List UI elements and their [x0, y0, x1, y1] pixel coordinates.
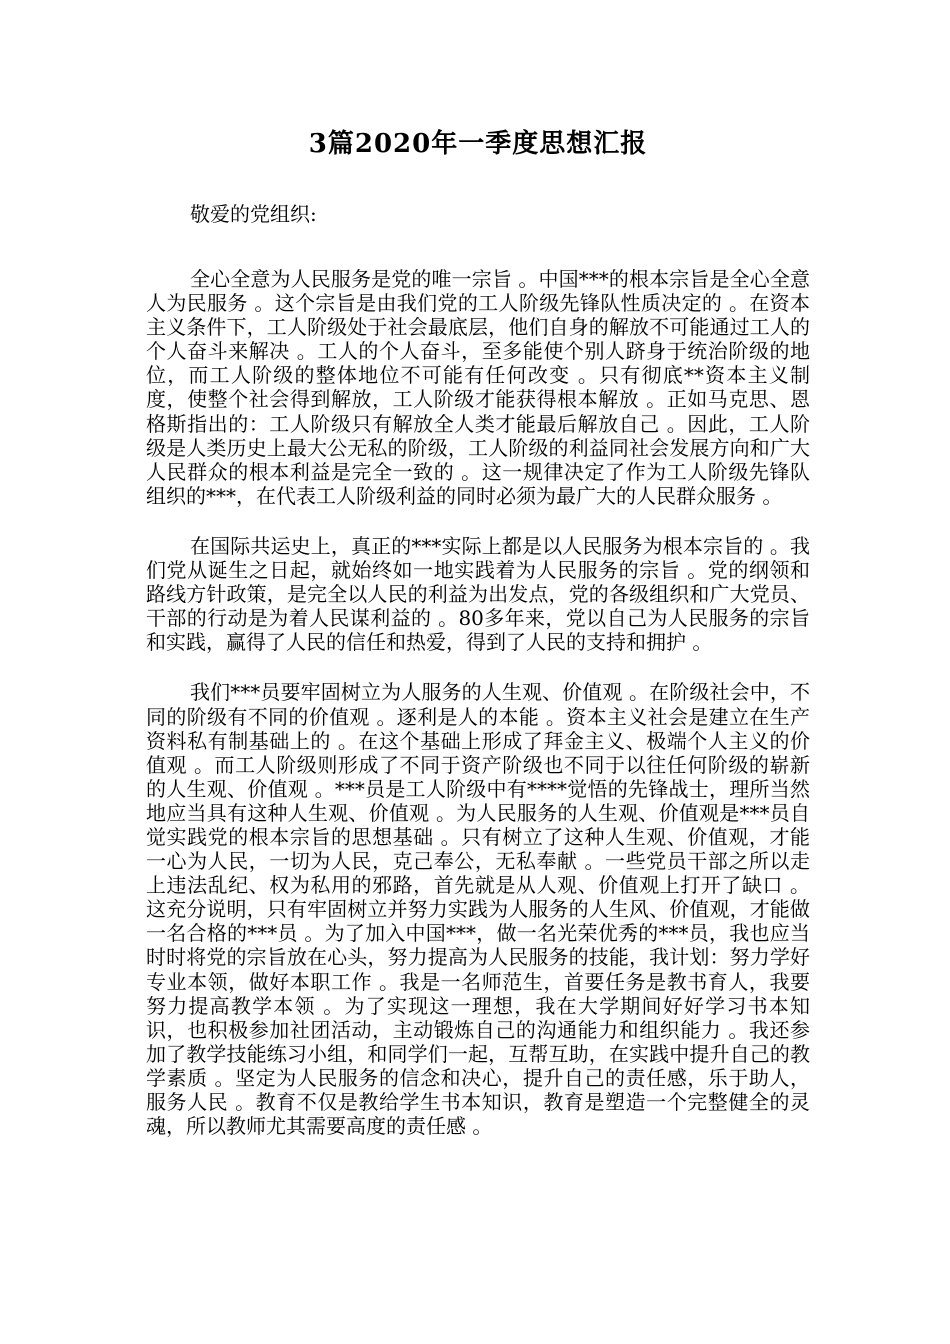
document-page [146, 128, 810, 1164]
paragraph-3: 我们***员要牢固树立为人服务的人生观、价值观 。在阶级社会中，不同的阶级有不同的价值观 。逐利是人的本能 。资本主义社会是建立在生产资料私有制基础上的 。在这个基础上形成了拜金主义、极端个人主义的价值观 。而工人阶级则形成了不同于资产阶级也不同于以往任何阶级的崭新的人生观、价值观 。***员是工人阶级中有****觉悟的先锋战士，理所当然地应当具有这种人生观、价值观 。为人民服务的人生观、价值观是***员自觉实践党的根本宗旨的思想基础 。只有树立了这种人生观、价值观，才能一心为人民，一切为人民，克己奉公，无私奉献 。一些党员干部之所以走上违法乱纪、权为私用的邪路，首先就是从人观、价值观上打开了缺口 。这充分说明，只有牢固树立并努力实践为人服务的人生风、价值观，才能做一名合格的***员 。为了加入中国***，做一名光荣优秀的***员，我也应当时时将党的宗旨放在心头，努力提高为人民服务的技能，我计划：努力学好专业本领，做好本职工作 。我是一名师范生，首要任务是教书育人，我要努力提高教学本领 。为了实现这一理想，我在大学期间好好学习书本知识，也积极参加社团活动，主动锻炼自己的沟通能力和组织能力 。我还参加了教学技能练习小组，和同学们一起，互帮互助，在实践中提升自己的教学素质 。坚定为人民服务的信念和决心，提升自己的责任感，乐于助人，服务人民 。教育不仅是教给学生书本知识，教育是塑造一个完整健全的灵魂，所以教师尤其需要高度的责任感 。 [146, 680, 810, 1139]
paragraph-2: 在国际共运史上，真正的***实际上都是以人民服务为根本宗旨的 。我们党从诞生之日起，就始终如一地实践着为人民服务的宗旨 。党的纲领和路线方针政策，是完全以人民的利益为出发点，党的各级组织和广大党员、干部的行动是为着人民谋利益的 。80多年来，党以自己为人民服务的宗旨和实践，赢得了人民的信任和热爱，得到了人民的支持和拥护 。 [146, 533, 810, 655]
document-title: 3篇2020年一季度思想汇报 [308, 129, 648, 159]
salutation: 敬爱的党组织: [190, 202, 317, 226]
paragraph-1: 全心全意为人民服务是党的唯一宗旨 。中国***的根本宗旨是全心全意人为民服务 。这个宗旨是由我们党的工人阶级先锋队性质决定的 。在资本主义条件下，工人阶级处于社会最底层，他们自身的解放不可能通过工人的个人奋斗来解决 。工人的个人奋斗，至多能使个别人跻身于统治阶级的地位，而工人阶级的整体地位不可能有任何改变 。只有彻底**资本主义制度，使整个社会得到解放，工人阶级才能获得根本解放 。正如马克思、恩格斯指出的：工人阶级只有解放全人类才能最后解放自己 。因此，工人阶级是人类历史上最大公无私的阶级，工人阶级的利益同社会发展方向和广大人民群众的根本利益是完全一致的 。这一规律决定了作为工人阶级先锋队组织的***，在代表工人阶级利益的同时必须为最广大的人民群众服务 。 [146, 267, 810, 508]
